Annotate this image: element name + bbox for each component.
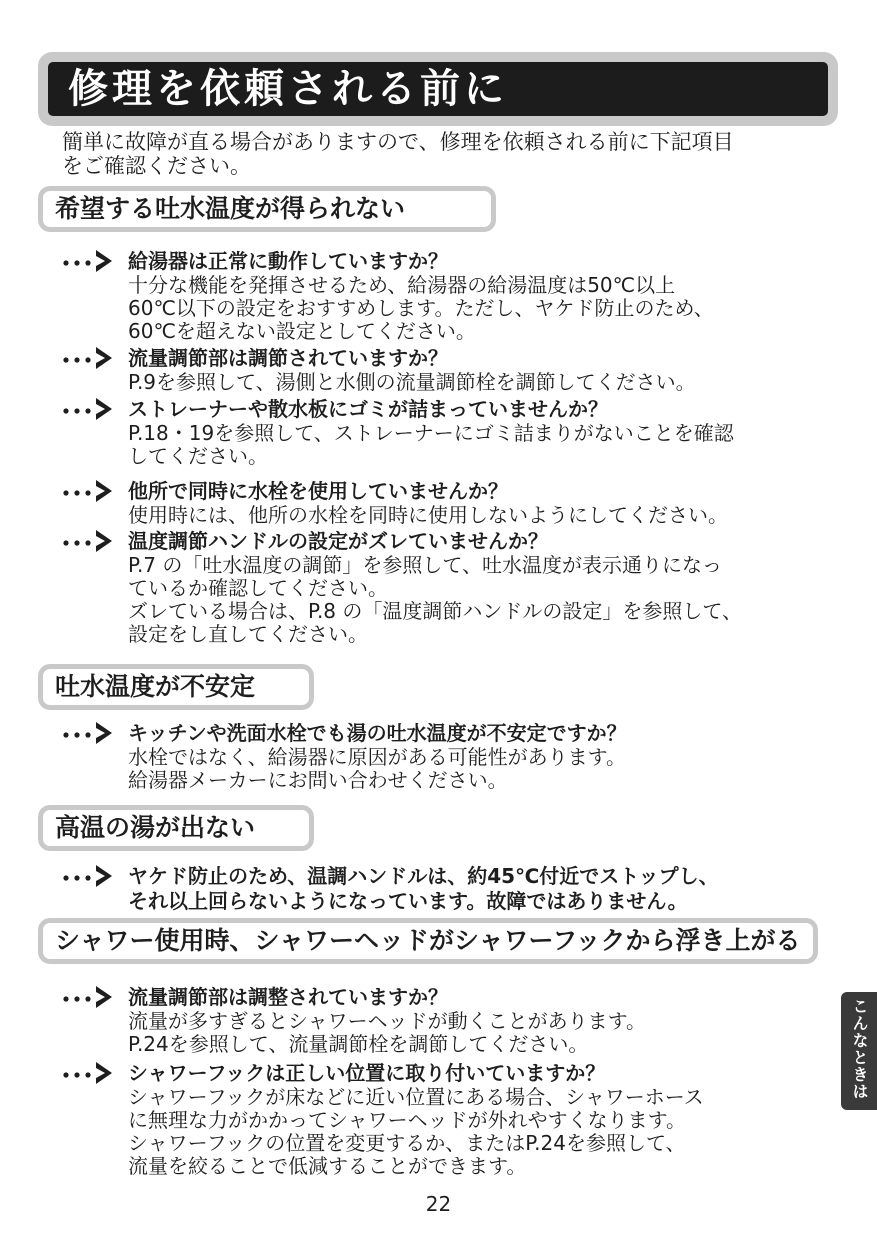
question-text: 温度調節ハンドルの設定がズレていませんか？ <box>128 529 548 553</box>
section-heading-box <box>38 186 496 232</box>
answer-line: 十分な機能を発揮させるため、給湯器の給湯温度は50℃以上 <box>128 273 676 297</box>
checklist-item <box>60 396 835 468</box>
question-text: シャワーフックは正しい位置に取り付いていますか？ <box>128 1061 606 1085</box>
bullet-arrow-icon <box>60 982 122 1012</box>
question-text: ストレーナーや散水板にゴミが詰まっていませんか？ <box>128 397 608 421</box>
checklist-item <box>60 248 835 343</box>
bullet-arrow-icon <box>60 861 122 891</box>
question-text: 流量調節部は調整されていますか？ <box>128 985 448 1009</box>
answer-line: 60℃を超えない設定としてください。 <box>128 319 476 343</box>
answer-line: シャワーフックが床などに近い位置にある場合、シャワーホース <box>128 1085 704 1109</box>
bullet-arrow-icon <box>60 343 122 373</box>
answer-line: ているか確認してください。 <box>128 576 388 600</box>
bullet-arrow-icon <box>60 526 122 556</box>
answer-line: 設定をし直してください。 <box>128 622 368 646</box>
checklist-item <box>60 1060 835 1178</box>
answer-line: 流量を絞ることで低減することができます。 <box>128 1154 527 1178</box>
section-heading: 高温の湯が出ない <box>55 813 256 842</box>
section-heading: 吐水温度が不安定 <box>55 672 256 701</box>
section-heading-box <box>38 805 314 851</box>
answer-line: 60℃以下の設定をおすすめします。ただし、ヤケド防止のため、 <box>128 296 714 320</box>
checklist-item <box>60 864 835 914</box>
answer-line: P.7 の「吐水温度の調節」を参照して、吐水温度が表示通りになっ <box>128 553 722 577</box>
checklist-item <box>60 478 835 527</box>
question-text: 流量調節部は調節されていますか？ <box>128 346 448 370</box>
intro-text <box>62 130 832 178</box>
question-text: キッチンや洗面水栓でも湯の吐水温度が不安定ですか？ <box>128 721 627 745</box>
title-banner-inner <box>48 62 828 116</box>
intro-line: 簡単に故障が直る場合がありますので、修理を依頼される前に下記項目 <box>62 130 734 154</box>
checklist-item <box>60 528 835 646</box>
bullet-arrow-icon <box>60 246 122 276</box>
answer-line: 使用時には、他所の水栓を同時に使用しないようにしてください。 <box>128 503 728 527</box>
bullet-arrow-icon <box>60 394 122 424</box>
answer-line: 水栓ではなく、給湯器に原因がある可能性があります。 <box>128 745 626 769</box>
side-index-tab[interactable] <box>841 992 877 1110</box>
section-heading: シャワー使用時、シャワーヘッドがシャワーフックから浮き上がる <box>55 926 801 955</box>
answer-line: に無理な力がかかってシャワーヘッドが外れやすくなります。 <box>128 1108 686 1132</box>
answer-line: P.24を参照して、流量調節栓を調節してください。 <box>128 1032 589 1056</box>
page-title: 修理を依頼される前に <box>68 66 508 112</box>
notice-line: それ以上回らないようになっています。故障ではありません。 <box>128 889 688 913</box>
intro-line: をご確認ください。 <box>62 154 251 178</box>
answer-line: 給湯器メーカーにお問い合わせください。 <box>128 768 508 792</box>
bullet-arrow-icon <box>60 1058 122 1088</box>
notice-line: ヤケド防止のため、温調ハンドルは、約45℃付近でストップし、 <box>128 864 719 888</box>
page-number: 22 <box>425 1192 452 1216</box>
section-heading-box <box>38 918 818 964</box>
checklist-item <box>60 345 835 394</box>
question-text: 他所で同時に水栓を使用していませんか？ <box>128 479 508 503</box>
checklist-item <box>60 720 835 792</box>
question-text: 給湯器は正常に動作していますか？ <box>128 249 448 273</box>
section-heading-box <box>38 664 314 710</box>
bullet-arrow-icon <box>60 476 122 506</box>
side-index-tab-label: こんなときは <box>850 998 869 1100</box>
answer-line: 流量が多すぎるとシャワーヘッドが動くことがあります。 <box>128 1009 646 1033</box>
bullet-arrow-icon <box>60 718 122 748</box>
answer-line: シャワーフックの位置を変更するか、またはP.24を参照して、 <box>128 1131 686 1155</box>
answer-line: P.18・19を参照して、ストレーナーにゴミ詰まりがないことを確認 <box>128 421 734 445</box>
checklist-item <box>60 984 835 1056</box>
answer-line: してください。 <box>128 444 268 468</box>
section-heading: 希望する吐水温度が得られない <box>55 194 406 223</box>
title-banner <box>38 52 838 126</box>
answer-line: P.9を参照して、湯側と水側の流量調節栓を調節してください。 <box>128 370 696 394</box>
answer-line: ズレている場合は、P.8 の「温度調節ハンドルの設定」を参照して、 <box>128 599 742 623</box>
